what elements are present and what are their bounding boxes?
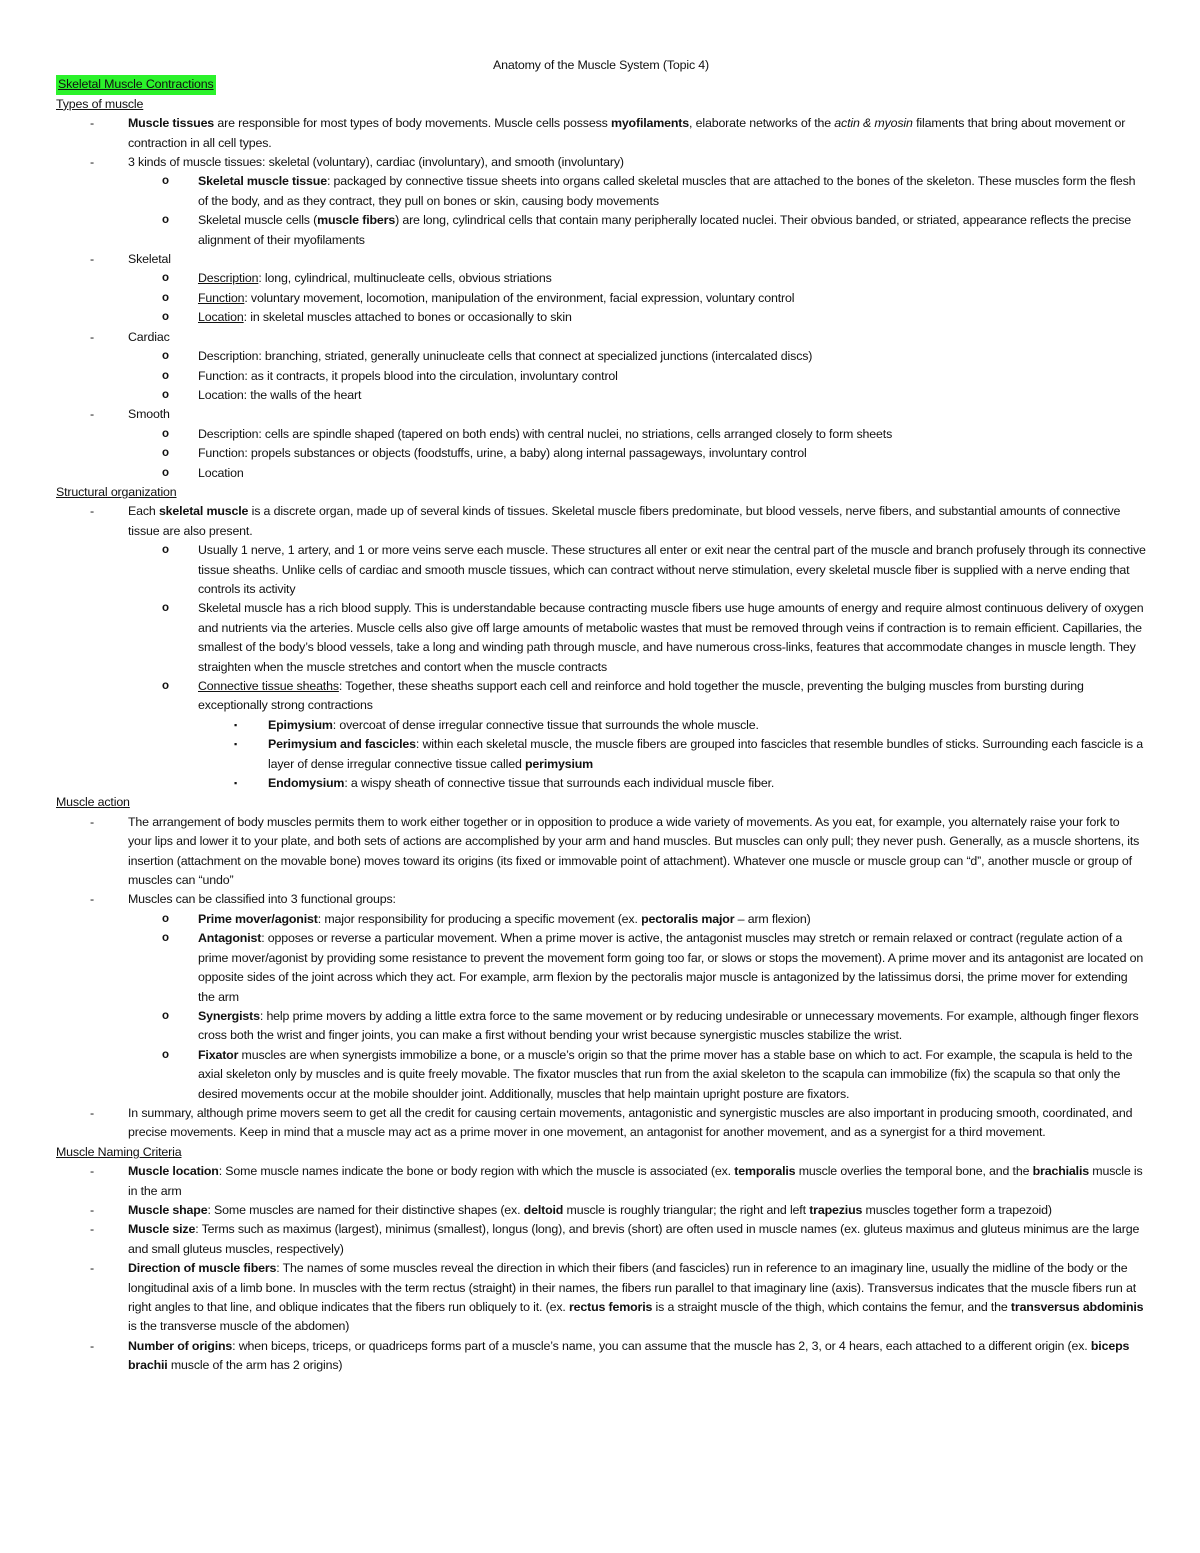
- list-item: [56, 308, 1146, 327]
- list-item-text: 3 kinds of muscle tissues: skeletal (voluntary), cardiac (involuntary), and smooth (involuntary): [128, 155, 624, 170]
- list-item-text: Smooth: [128, 407, 170, 422]
- list-item-text: Direction of muscle fibers: The names of some muscles reveal the direction in which their fibers (and fascicles) run in reference to an imaginary line, usually the midline of the body or the longitudinal axis of a limb bone. In muscles with the term rectus (straight) in their names, the fibers run parallel to that imaginary line (axis). Transversus indicates that the muscle fibers run at right angles to that line, and oblique indicates that the fibers run obliquely to it. (ex. rectus femoris is a straight muscle of the thigh, which contains the femur, and the transversus abdominis is the transverse muscle of the abdomen): [128, 1261, 1144, 1334]
- circle-bullet: o: [162, 175, 169, 188]
- circle-bullet: o: [162, 427, 169, 440]
- list-item: [56, 890, 1146, 909]
- list-item: [56, 172, 1146, 211]
- list-item-text: Epimysium: overcoat of dense irregular connective tissue that surrounds the whole muscle.: [268, 717, 759, 732]
- list-item-text: Description: branching, striated, generally uninucleate cells that connect at specialized junctions (intercalated discs): [198, 349, 813, 364]
- section-heading: Muscle action: [56, 795, 130, 810]
- list-item: [56, 347, 1146, 366]
- list-item: [56, 1201, 1146, 1220]
- list-item-text: Skeletal muscle tissue: packaged by connective tissue sheets into organs called skeletal muscles that are attached to the bones of the skeleton. These muscles form the flesh of the body, and as they contract, they pull on bones or skin, causing body movements: [198, 174, 1136, 208]
- circle-bullet: o: [162, 1048, 169, 1061]
- dash-bullet: -: [90, 1338, 94, 1353]
- list-item-text: Location: the walls of the heart: [198, 387, 362, 402]
- dash-bullet: -: [90, 329, 94, 344]
- list-item: [56, 599, 1146, 677]
- list-item-text: The arrangement of body muscles permits them to work either together or in opposition to produce a wide variety of movements. As you eat, for example, you alternately raise your fork to your lips and lower it to your plate, and both sets of actions are accomplished by your arm and hand muscles. But muscles can only pull; they never push. Generally, as a muscle shortens, its insertion (attachment on the movable bone) moves toward its origins (its fixed or immovable point of attachment). Whatever one muscle or muscle group can “d”, another muscle or group of muscles can “undo”: [128, 814, 1140, 888]
- list-item: [56, 1220, 1146, 1259]
- list-item: [56, 367, 1146, 386]
- list-item: [56, 813, 1146, 891]
- list-item-text: Connective tissue sheaths: Together, these sheaths support each cell and reinforce and hold together the muscle, preventing the bulging muscles from bursting during exceptionally strong contractions: [198, 679, 1084, 713]
- list-item: [56, 269, 1146, 288]
- circle-bullet: o: [162, 544, 169, 557]
- dash-bullet: -: [90, 1164, 94, 1179]
- list-item: [56, 444, 1146, 463]
- list-item-text: Description: cells are spindle shaped (tapered on both ends) with central nuclei, no striations, cells arranged closely to form sheets: [198, 426, 893, 441]
- list-item: [56, 386, 1146, 405]
- list-item: [56, 153, 1146, 172]
- list-item: [56, 405, 1146, 424]
- list-item: [56, 211, 1146, 250]
- dash-bullet: -: [90, 155, 94, 170]
- section-heading: Skeletal Muscle Contractions: [56, 75, 216, 94]
- circle-bullet: o: [162, 291, 169, 304]
- list-item-text: Number of origins: when biceps, triceps, or quadriceps forms part of a muscle’s name, you can assume that the muscle has 2, 3, or 4 hears, each attached to a different origin (ex. biceps brachii muscle of the arm has 2 origins): [128, 1338, 1130, 1373]
- square-bullet: ▪: [234, 778, 238, 789]
- dash-bullet: -: [90, 814, 94, 829]
- list-item-text: Usually 1 nerve, 1 artery, and 1 or more veins serve each muscle. These structures all enter or exit near the central part of the muscle and branch profusely through its connective tissue sheaths. Unlike cells of cardiac and smooth muscle tissues, which can contract without nerve stimulation, every skeletal muscle fiber is supplied with a nerve ending that controls its activity: [198, 543, 1146, 596]
- list-item: [56, 774, 1146, 793]
- circle-bullet: o: [162, 447, 169, 460]
- list-item: [56, 1162, 1146, 1201]
- list-item-text: Function: voluntary movement, locomotion, manipulation of the environment, facial expression, voluntary control: [198, 290, 795, 305]
- list-item: [56, 1046, 1146, 1104]
- list-item-text: Muscle shape: Some muscles are named for their distinctive shapes (ex. deltoid muscle is roughly triangular; the right and left trapezius muscles together form a trapezoid): [128, 1202, 1052, 1217]
- list-item-text: Each skeletal muscle is a discrete organ, made up of several kinds of tissues. Skeletal muscle fibers predominate, but blood vessels, nerve fibers, and substantial amounts of connective tissue are also present.: [128, 504, 1121, 538]
- circle-bullet: o: [162, 932, 169, 945]
- circle-bullet: o: [162, 388, 169, 401]
- circle-bullet: o: [162, 350, 169, 363]
- list-item-text: Description: long, cylindrical, multinucleate cells, obvious striations: [198, 271, 552, 286]
- circle-bullet: o: [162, 311, 169, 324]
- list-item: [56, 910, 1146, 929]
- list-item: [56, 735, 1146, 774]
- section-heading: Muscle Naming Criteria: [56, 1144, 182, 1159]
- dash-bullet: -: [90, 892, 94, 907]
- document-page: [56, 56, 1146, 1376]
- list-item-text: Muscle location: Some muscle names indicate the bone or body region with which the muscle is associated (ex. temporalis muscle overlies the temporal bone, and the brachialis muscle is in the arm: [128, 1164, 1143, 1198]
- list-item-text: Muscle size: Terms such as maximus (largest), minimus (smallest), longus (long), and brevis (short) are often used in muscle names (ex. gluteus maximus and gluteus minimus are the large and small gluteus muscles, respectively): [128, 1222, 1140, 1256]
- list-item-text: Location: [198, 465, 244, 480]
- list-item-text: Antagonist: opposes or reverse a particular movement. When a prime mover is active, the antagonist muscles may stretch or remain relaxed or contract (regulate action of a prime mover/agonist by providing some resistance to prevent the movement form going too far, or slows or stops the movement). A prime mover and its antagonist are located on opposite sides of the joint across which they act. For example, arm flexion by the pectoralis major muscle is antagonized by the latissimus dorsi, the prime mover for extending the arm: [198, 931, 1144, 1004]
- list-item: [56, 289, 1146, 308]
- list-item-text: Fixator muscles are when synergists immobilize a bone, or a muscle’s origin so that the prime mover has a stable base on which to act. For example, the scapula is held to the axial skeleton only by muscles and is quite freely movable. The fixator muscles that run from the axial skeleton to the scapula can immobilize (fix) the scapula so that only the desired movements occur at the mobile shoulder joint. Additionally, muscles that help maintain upright posture are fixators.: [198, 1047, 1133, 1101]
- list-item-text: Location: in skeletal muscles attached to bones or occasionally to skin: [198, 310, 572, 325]
- circle-bullet: o: [162, 466, 169, 479]
- list-item-text: Perimysium and fascicles: within each skeletal muscle, the muscle fibers are grouped into fascicles that resemble bundles of sticks. Surrounding each fascicle is a layer of dense irregular connective tissue called perimysium: [268, 737, 1144, 771]
- square-bullet: ▪: [234, 719, 238, 730]
- dash-bullet: -: [90, 407, 94, 422]
- list-item-text: Prime mover/agonist: major responsibility for producing a specific movement (ex. pectoralis major – arm flexion): [198, 911, 811, 926]
- circle-bullet: o: [162, 214, 169, 227]
- list-item: [56, 464, 1146, 483]
- section-heading-row: [56, 793, 1146, 812]
- dash-bullet: -: [90, 1202, 94, 1217]
- dash-bullet: -: [90, 1261, 94, 1276]
- list-item-text: Synergists: help prime movers by adding a little extra force to the same movement or by reducing undesirable or unnecessary movements. For example, although finger flexors cross both the wrist and finger joints, you can make a first without bending your wrist because synergistic muscles stabilize the wrist.: [198, 1008, 1139, 1043]
- circle-bullet: o: [162, 912, 169, 925]
- document-title: Anatomy of the Muscle System (Topic 4): [492, 58, 710, 72]
- dash-bullet: -: [90, 252, 94, 267]
- section-heading: Structural organization: [56, 484, 177, 499]
- list-item-text: Muscle tissues are responsible for most types of body movements. Muscle cells possess myofilaments, elaborate networks of the actin & myosin filaments that bring about movement or contraction in all cell types.: [128, 116, 1126, 150]
- list-item-text: Function: propels substances or objects (foodstuffs, urine, a baby) along internal passageways, involuntary control: [198, 446, 807, 461]
- list-item-text: In summary, although prime movers seem to get all the credit for causing certain movements, antagonistic and synergistic muscles are also important in producing smooth, coordinated, and precise movements. Keep in mind that a muscle may act as a prime mover in one movement, an antagonist for another movement, and as a synergist for a third movement.: [128, 1105, 1133, 1140]
- list-item-text: Cardiac: [128, 329, 170, 344]
- subsection-heading: Types of muscle: [56, 96, 144, 111]
- list-item: [56, 250, 1146, 269]
- section-heading-row: [56, 75, 1146, 94]
- list-item: [56, 929, 1146, 1007]
- list-item: [56, 677, 1146, 716]
- document-body: [56, 75, 1146, 1375]
- section-heading-row: [56, 483, 1146, 502]
- dash-bullet: -: [90, 116, 94, 131]
- dash-bullet: -: [90, 1222, 94, 1237]
- list-item-text: Endomysium: a wispy sheath of connective tissue that surrounds each individual muscle fiber.: [268, 776, 775, 791]
- circle-bullet: o: [162, 272, 169, 285]
- list-item-text: Skeletal: [128, 252, 171, 267]
- dash-bullet: -: [90, 504, 94, 519]
- list-item: [56, 328, 1146, 347]
- list-item: [56, 716, 1146, 735]
- list-item-text: Muscles can be classified into 3 functional groups:: [128, 892, 396, 907]
- list-item: [56, 1337, 1146, 1376]
- list-item: [56, 1007, 1146, 1046]
- circle-bullet: o: [162, 680, 169, 692]
- dash-bullet: -: [90, 1105, 94, 1120]
- list-item-text: Skeletal muscle cells (muscle fibers) are long, cylindrical cells that contain many peripherally located nuclei. Their obvious banded, or striated, appearance reflects the precise alignment of their myofilaments: [198, 213, 1132, 247]
- section-heading-row: [56, 1143, 1146, 1162]
- list-item: [56, 541, 1146, 599]
- list-item: [56, 425, 1146, 444]
- circle-bullet: o: [162, 1009, 169, 1022]
- list-item-text: Skeletal muscle has a rich blood supply. This is understandable because contracting muscle fibers use huge amounts of energy and require almost continuous delivery of oxygen and nutrients via the arteries. Muscle cells also give off large amounts of metabolic wastes that must be removed through veins if contraction is to remain efficient. Capillaries, the smallest of the body’s blood vessels, take a long and winding path through muscle, and have numerous cross-links, features that accommodate changes in muscle length. They straighten when the muscle stretches and contort when the muscle contracts: [198, 601, 1144, 674]
- list-item-text: Function: as it contracts, it propels blood into the circulation, involuntary control: [198, 368, 618, 383]
- circle-bullet: o: [162, 602, 169, 615]
- list-item: [56, 502, 1146, 541]
- list-item: [56, 1259, 1146, 1337]
- list-item: [56, 1104, 1146, 1143]
- list-item: [56, 114, 1146, 153]
- circle-bullet: o: [162, 369, 169, 382]
- square-bullet: ▪: [234, 739, 238, 750]
